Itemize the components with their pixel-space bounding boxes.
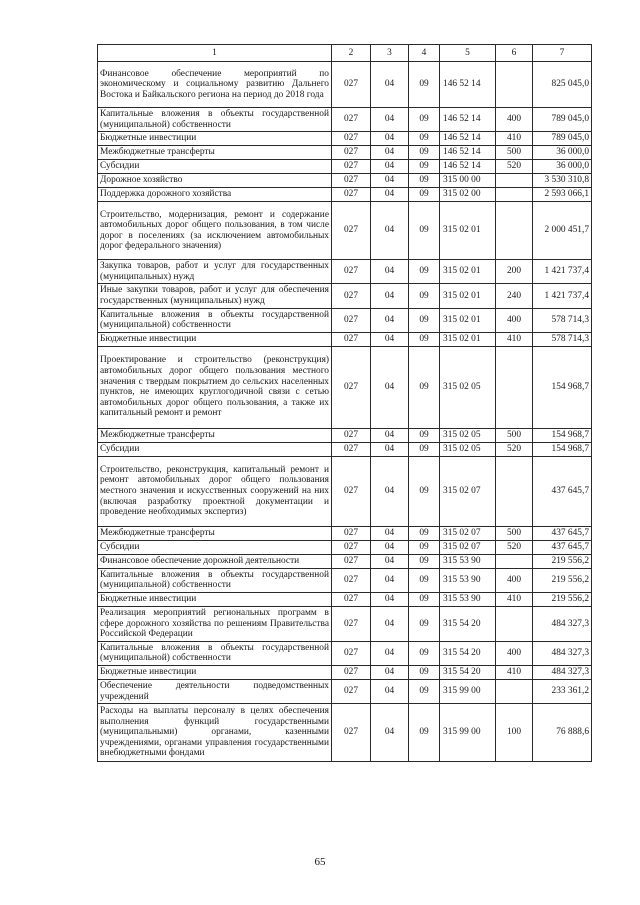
cell-amount: 2 593 066,1 [533,188,592,202]
cell-amount: 437 645,7 [533,540,592,554]
cell-amount: 2 000 451,7 [533,202,592,260]
cell-section: 04 [371,679,409,703]
cell-section: 04 [371,641,409,665]
cell-subsection: 09 [409,202,440,260]
cell-section: 04 [371,346,409,428]
cell-amount: 789 045,0 [533,108,592,132]
cell-target-code: 315 00 00 [440,174,496,188]
cell-section: 04 [371,260,409,284]
table-row [98,606,592,641]
table-row [98,174,592,188]
cell-target-code: 146 52 14 [440,146,496,160]
cell-section: 04 [371,704,409,762]
table-row [98,188,592,202]
cell-subsection: 09 [409,554,440,568]
cell-target-code: 315 02 05 [440,442,496,456]
cell-ministry: 027 [332,202,371,260]
cell-ministry: 027 [332,160,371,174]
table-row [98,202,592,260]
cell-target-code: 315 53 90 [440,592,496,606]
cell-section: 04 [371,540,409,554]
table-row [98,665,592,679]
cell-ministry: 027 [332,665,371,679]
cell-name: Бюджетные инвестиции [98,332,332,346]
cell-name: Бюджетные инвестиции [98,132,332,146]
cell-expense-type: 240 [496,284,533,308]
budget-table [97,44,592,762]
cell-target-code: 315 02 00 [440,188,496,202]
table-row [98,540,592,554]
cell-ministry: 027 [332,679,371,703]
cell-target-code: 315 02 01 [440,260,496,284]
cell-section: 04 [371,188,409,202]
table-row [98,146,592,160]
cell-name: Капитальные вложения в объекты государственной (муниципальной) собственности [98,568,332,592]
cell-target-code: 315 02 07 [440,540,496,554]
table-row [98,260,592,284]
table-row [98,284,592,308]
cell-amount: 154 968,7 [533,442,592,456]
header-col-2: 2 [332,45,371,62]
cell-target-code: 315 02 01 [440,284,496,308]
cell-target-code: 315 02 07 [440,526,496,540]
cell-amount: 36 000,0 [533,146,592,160]
cell-name: Закупка товаров, работ и услуг для государственных (муниципальных) нужд [98,260,332,284]
cell-target-code: 315 53 90 [440,568,496,592]
cell-section: 04 [371,146,409,160]
cell-subsection: 09 [409,456,440,526]
header-col-5: 5 [440,45,496,62]
cell-ministry: 027 [332,554,371,568]
cell-target-code: 315 99 00 [440,704,496,762]
cell-amount: 437 645,7 [533,456,592,526]
cell-amount: 789 045,0 [533,132,592,146]
cell-expense-type: 100 [496,704,533,762]
cell-ministry: 027 [332,641,371,665]
cell-expense-type: 400 [496,308,533,332]
cell-name: Капитальные вложения в объекты государственной (муниципальной) собственности [98,108,332,132]
cell-subsection: 09 [409,332,440,346]
table-row [98,568,592,592]
cell-section: 04 [371,132,409,146]
cell-subsection: 09 [409,160,440,174]
cell-target-code: 146 52 14 [440,108,496,132]
cell-ministry: 027 [332,108,371,132]
table-row [98,554,592,568]
header-col-1: 1 [98,45,332,62]
cell-amount: 437 645,7 [533,526,592,540]
cell-amount: 825 045,0 [533,62,592,108]
cell-ministry: 027 [332,62,371,108]
cell-subsection: 09 [409,308,440,332]
cell-name: Поддержка дорожного хозяйства [98,188,332,202]
table-row [98,679,592,703]
page-number: 65 [314,856,326,868]
table-row [98,704,592,762]
table-row [98,308,592,332]
cell-expense-type [496,174,533,188]
cell-target-code: 146 52 14 [440,132,496,146]
cell-amount: 578 714,3 [533,332,592,346]
cell-target-code: 315 02 07 [440,456,496,526]
table-row [98,160,592,174]
cell-name: Финансовое обеспечение мероприятий по экономическому и социальному развитию Дальнего Востока и Байкальского региона на период до 2018 года [98,62,332,108]
cell-name: Дорожное хозяйство [98,174,332,188]
cell-amount: 219 556,2 [533,592,592,606]
cell-name: Строительство, реконструкция, капитальный ремонт и ремонт автомобильных дорог общего пользования местного значения и искусственных сооружений на них (включая разработку проектной документации и проведение необходимых экспертиз) [98,456,332,526]
table-row [98,428,592,442]
cell-ministry: 027 [332,442,371,456]
cell-expense-type [496,62,533,108]
cell-ministry: 027 [332,260,371,284]
cell-ministry: 027 [332,132,371,146]
cell-ministry: 027 [332,174,371,188]
cell-target-code: 315 02 01 [440,202,496,260]
cell-ministry: 027 [332,308,371,332]
cell-target-code: 315 99 00 [440,679,496,703]
cell-expense-type: 400 [496,568,533,592]
cell-expense-type: 520 [496,160,533,174]
table-row [98,132,592,146]
cell-target-code: 315 02 01 [440,308,496,332]
header-col-4: 4 [409,45,440,62]
cell-amount: 578 714,3 [533,308,592,332]
cell-ministry: 027 [332,146,371,160]
cell-expense-type: 400 [496,108,533,132]
table-row [98,526,592,540]
cell-subsection: 09 [409,568,440,592]
table-row [98,62,592,108]
cell-expense-type [496,554,533,568]
table-row [98,456,592,526]
cell-section: 04 [371,108,409,132]
cell-target-code: 315 54 20 [440,665,496,679]
cell-expense-type: 520 [496,540,533,554]
cell-name: Капитальные вложения в объекты государственной (муниципальной) собственности [98,641,332,665]
cell-section: 04 [371,332,409,346]
cell-section: 04 [371,456,409,526]
cell-section: 04 [371,665,409,679]
cell-target-code: 146 52 14 [440,160,496,174]
cell-amount: 484 327,3 [533,665,592,679]
table-row [98,108,592,132]
header-col-3: 3 [371,45,409,62]
cell-expense-type: 410 [496,665,533,679]
cell-expense-type [496,456,533,526]
cell-section: 04 [371,284,409,308]
cell-target-code: 315 54 20 [440,606,496,641]
cell-subsection: 09 [409,132,440,146]
cell-amount: 1 421 737,4 [533,260,592,284]
table-row [98,442,592,456]
cell-subsection: 09 [409,665,440,679]
cell-name: Реализация мероприятий региональных программ в сфере дорожного хозяйства по решениям Правительства Российской Федерации [98,606,332,641]
cell-name: Расходы на выплаты персоналу в целях обеспечения выполнения функций государственными (муниципальными) органами, казенными учреждениями, органами управления государственными внебюджетными фондами [98,704,332,762]
cell-target-code: 146 52 14 [440,62,496,108]
cell-subsection: 09 [409,704,440,762]
cell-ministry: 027 [332,592,371,606]
table-row [98,592,592,606]
cell-expense-type: 410 [496,592,533,606]
cell-section: 04 [371,174,409,188]
cell-ministry: 027 [332,284,371,308]
cell-section: 04 [371,442,409,456]
cell-amount: 3 530 310,8 [533,174,592,188]
cell-section: 04 [371,308,409,332]
cell-ministry: 027 [332,332,371,346]
cell-expense-type: 500 [496,526,533,540]
cell-subsection: 09 [409,188,440,202]
cell-name: Межбюджетные трансферты [98,526,332,540]
table-header-row [98,45,592,62]
header-col-7: 7 [533,45,592,62]
cell-section: 04 [371,526,409,540]
cell-name: Субсидии [98,540,332,554]
cell-ministry: 027 [332,704,371,762]
cell-name: Межбюджетные трансферты [98,428,332,442]
cell-expense-type [496,679,533,703]
cell-target-code: 315 54 20 [440,641,496,665]
cell-target-code: 315 02 05 [440,428,496,442]
cell-section: 04 [371,592,409,606]
header-col-6: 6 [496,45,533,62]
cell-subsection: 09 [409,260,440,284]
cell-expense-type: 200 [496,260,533,284]
cell-target-code: 315 02 05 [440,346,496,428]
cell-name: Межбюджетные трансферты [98,146,332,160]
cell-ministry: 027 [332,188,371,202]
cell-section: 04 [371,554,409,568]
cell-amount: 154 968,7 [533,428,592,442]
cell-name: Иные закупки товаров, работ и услуг для обеспечения государственных (муниципальных) нужд [98,284,332,308]
cell-subsection: 09 [409,284,440,308]
cell-amount: 76 888,6 [533,704,592,762]
cell-name: Капитальные вложения в объекты государственной (муниципальной) собственности [98,308,332,332]
cell-subsection: 09 [409,679,440,703]
cell-name: Субсидии [98,160,332,174]
cell-subsection: 09 [409,606,440,641]
cell-subsection: 09 [409,592,440,606]
table-body [98,62,592,762]
cell-expense-type: 410 [496,132,533,146]
cell-amount: 1 421 737,4 [533,284,592,308]
cell-ministry: 027 [332,606,371,641]
cell-expense-type: 410 [496,332,533,346]
cell-name: Бюджетные инвестиции [98,665,332,679]
table-row [98,641,592,665]
cell-expense-type: 520 [496,442,533,456]
cell-subsection: 09 [409,526,440,540]
cell-amount: 484 327,3 [533,606,592,641]
cell-section: 04 [371,428,409,442]
cell-expense-type: 400 [496,641,533,665]
cell-amount: 154 968,7 [533,346,592,428]
cell-expense-type [496,202,533,260]
cell-expense-type [496,188,533,202]
cell-subsection: 09 [409,428,440,442]
cell-subsection: 09 [409,108,440,132]
cell-name: Строительство, модернизация, ремонт и содержание автомобильных дорог общего пользования, в том числе дорог в поселениях (за исключением автомобильных дорог федерального значения) [98,202,332,260]
cell-subsection: 09 [409,641,440,665]
cell-subsection: 09 [409,146,440,160]
cell-subsection: 09 [409,442,440,456]
cell-expense-type: 500 [496,428,533,442]
cell-subsection: 09 [409,540,440,554]
cell-name: Бюджетные инвестиции [98,592,332,606]
cell-target-code: 315 02 01 [440,332,496,346]
cell-expense-type: 500 [496,146,533,160]
cell-ministry: 027 [332,428,371,442]
cell-section: 04 [371,606,409,641]
cell-subsection: 09 [409,62,440,108]
cell-amount: 233 361,2 [533,679,592,703]
cell-amount: 36 000,0 [533,160,592,174]
cell-amount: 219 556,2 [533,554,592,568]
cell-amount: 219 556,2 [533,568,592,592]
cell-ministry: 027 [332,346,371,428]
cell-ministry: 027 [332,540,371,554]
cell-expense-type [496,606,533,641]
cell-subsection: 09 [409,174,440,188]
table-row [98,332,592,346]
cell-ministry: 027 [332,526,371,540]
cell-ministry: 027 [332,568,371,592]
table-row [98,346,592,428]
cell-subsection: 09 [409,346,440,428]
cell-section: 04 [371,202,409,260]
cell-section: 04 [371,62,409,108]
cell-name: Финансовое обеспечение дорожной деятельности [98,554,332,568]
cell-name: Обеспечение деятельности подведомственных учреждений [98,679,332,703]
cell-ministry: 027 [332,456,371,526]
cell-section: 04 [371,160,409,174]
cell-target-code: 315 53 90 [440,554,496,568]
cell-name: Субсидии [98,442,332,456]
cell-section: 04 [371,568,409,592]
cell-name: Проектирование и строительство (реконструкция) автомобильных дорог общего пользования местного значения с твердым покрытием до сельских населенных пунктов, не имеющих круглогодичной связи с сетью автомобильных дорог общего пользования, а также их капитальный ремонт и ремонт [98,346,332,428]
cell-amount: 484 327,3 [533,641,592,665]
cell-expense-type [496,346,533,428]
